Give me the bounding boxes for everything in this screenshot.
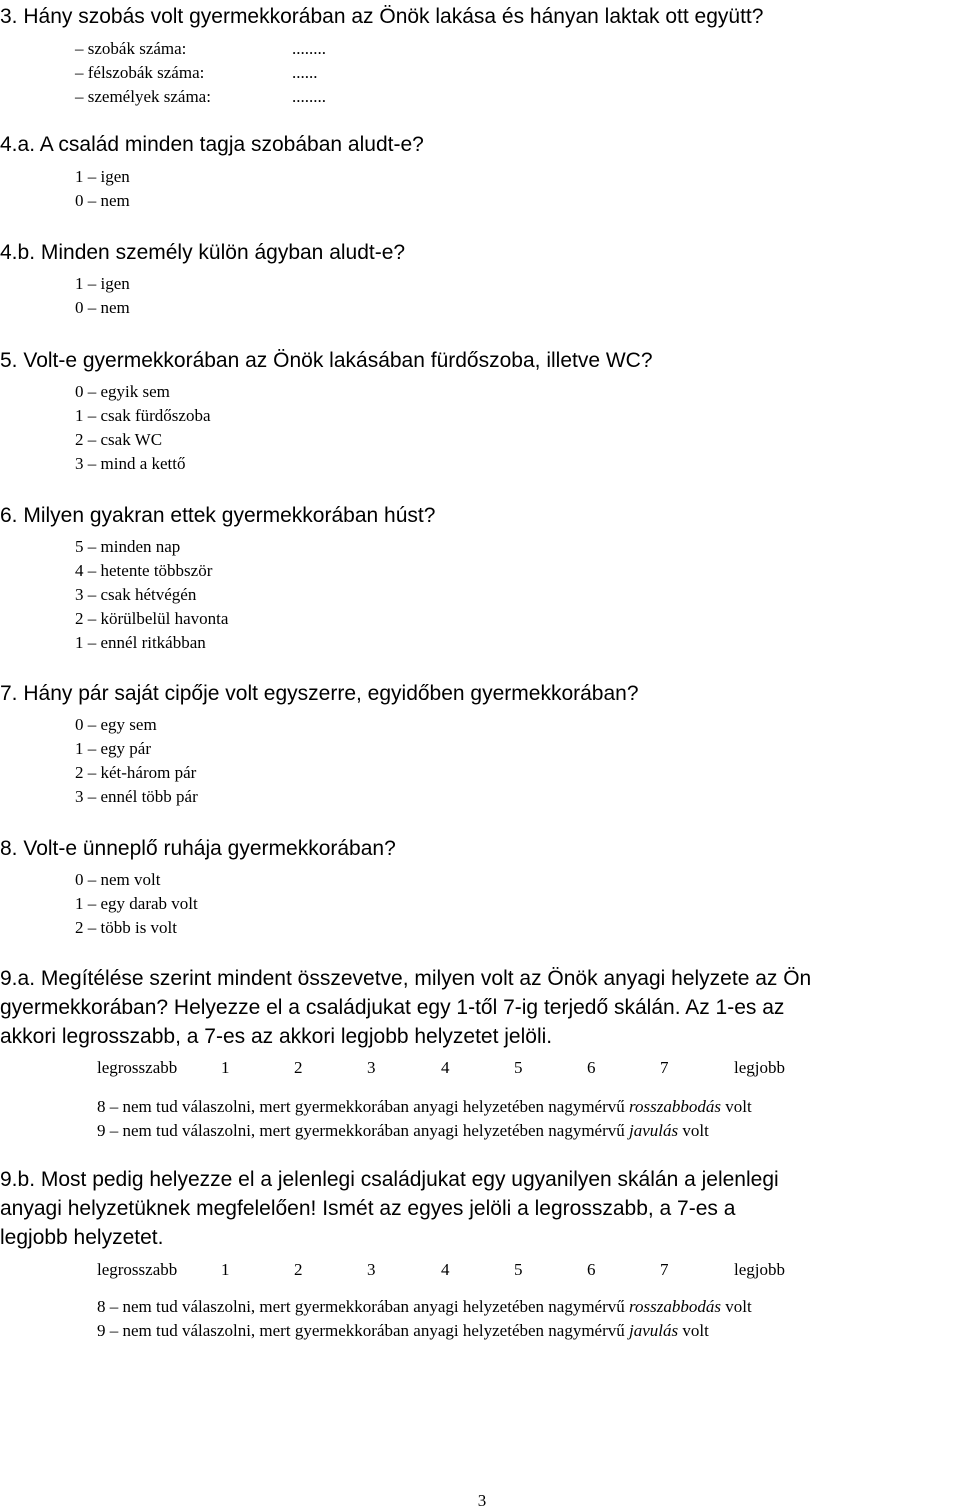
q6-option: 4 – hetente többször bbox=[75, 561, 213, 580]
scale-point[interactable]: 7 bbox=[660, 1260, 669, 1279]
field-half-rooms-dots: ...... bbox=[292, 63, 318, 82]
scale-point[interactable]: 6 bbox=[587, 1260, 596, 1279]
field-rooms-label: – szobák száma: bbox=[75, 39, 187, 58]
field-rooms-dots: ........ bbox=[292, 39, 326, 58]
q8-option: 2 – több is volt bbox=[75, 918, 178, 937]
q7-option: 3 – ennél több pár bbox=[75, 787, 198, 806]
scale-label-best: legjobb bbox=[734, 1260, 785, 1279]
q4a-option: 1 – igen bbox=[75, 167, 130, 186]
scale-label-worst: legrosszabb bbox=[97, 1058, 178, 1077]
field-persons-label: – személyek száma: bbox=[75, 87, 211, 106]
scale-label-best: legjobb bbox=[734, 1058, 785, 1077]
question-9b-title-line: legjobb helyzetet. bbox=[0, 1226, 164, 1249]
question-4b-title: 4.b. Minden személy külön ágyban aludt-e? bbox=[0, 241, 406, 264]
question-9b-title-line: anyagi helyzetüknek megfelelően! Ismét az egyes jelöli a legrosszabb, a 7-es a bbox=[0, 1197, 736, 1220]
q7-option: 0 – egy sem bbox=[75, 715, 157, 734]
note-emphasis: javulás bbox=[629, 1121, 679, 1140]
field-rooms bbox=[75, 38, 326, 60]
note-text: volt bbox=[678, 1321, 709, 1340]
note-text: volt bbox=[678, 1121, 709, 1140]
note-text: volt bbox=[720, 1297, 752, 1316]
scale-point[interactable]: 4 bbox=[441, 1058, 450, 1077]
scale-point[interactable]: 4 bbox=[441, 1260, 450, 1279]
field-persons-dots: ........ bbox=[292, 87, 326, 106]
q9a-note-9 bbox=[97, 1120, 709, 1142]
q5-option: 0 – egyik sem bbox=[75, 382, 170, 401]
question-5-title: 5. Volt-e gyermekkorában az Önök lakásában fürdőszoba, illetve WC? bbox=[0, 349, 653, 372]
q6-option: 5 – minden nap bbox=[75, 537, 181, 556]
q8-option: 0 – nem volt bbox=[75, 870, 161, 889]
scale-point[interactable]: 2 bbox=[294, 1260, 303, 1279]
note-text: 8 – nem tud válaszolni, mert gyermekkorában anyagi helyzetében nagymérvű bbox=[97, 1297, 630, 1316]
q9a-note-8 bbox=[97, 1096, 752, 1118]
q4b-option: 1 – igen bbox=[75, 274, 130, 293]
scale-point[interactable]: 7 bbox=[660, 1058, 669, 1077]
field-half-rooms-label: – félszobák száma: bbox=[75, 63, 205, 82]
scale-label-worst: legrosszabb bbox=[97, 1260, 178, 1279]
scale-point[interactable]: 3 bbox=[367, 1058, 376, 1077]
note-emphasis: rosszabbodás bbox=[629, 1097, 721, 1116]
q4b-option: 0 – nem bbox=[75, 298, 130, 317]
question-3-title: 3. Hány szobás volt gyermekkorában az Önök lakása és hányan laktak ott együtt? bbox=[0, 5, 764, 28]
q6-option: 1 – ennél ritkábban bbox=[75, 633, 206, 652]
note-emphasis: javulás bbox=[629, 1321, 679, 1340]
scale-point[interactable]: 1 bbox=[221, 1260, 230, 1279]
q5-option: 3 – mind a kettő bbox=[75, 454, 186, 473]
field-persons bbox=[75, 86, 326, 108]
question-9a-title-line: akkori legrosszabb, a 7-es az akkori legjobb helyzetet jelöli. bbox=[0, 1025, 553, 1048]
q6-option: 2 – körülbelül havonta bbox=[75, 609, 229, 628]
scale-point[interactable]: 5 bbox=[514, 1260, 523, 1279]
question-9a-title-line: 9.a. Megítélése szerint mindent összevetve, milyen volt az Önök anyagi helyzete az Ön bbox=[0, 967, 812, 990]
q7-option: 2 – két-három pár bbox=[75, 763, 197, 782]
q8-option: 1 – egy darab volt bbox=[75, 894, 198, 913]
page-number: 3 bbox=[477, 1491, 487, 1510]
question-8-title: 8. Volt-e ünneplő ruhája gyermekkorában? bbox=[0, 837, 396, 860]
note-text: 8 – nem tud válaszolni, mert gyermekkorában anyagi helyzetében nagymérvű bbox=[97, 1097, 630, 1116]
q5-option: 2 – csak WC bbox=[75, 430, 163, 449]
q5-option: 1 – csak fürdőszoba bbox=[75, 406, 211, 425]
q9b-note-8 bbox=[97, 1296, 752, 1318]
field-half-rooms bbox=[75, 62, 318, 84]
scale-point[interactable]: 6 bbox=[587, 1058, 596, 1077]
note-text: volt bbox=[720, 1097, 752, 1116]
scale-point[interactable]: 3 bbox=[367, 1260, 376, 1279]
question-4a-title: 4.a. A család minden tagja szobában aludt-e? bbox=[0, 133, 424, 156]
q6-option: 3 – csak hétvégén bbox=[75, 585, 197, 604]
scale-point[interactable]: 2 bbox=[294, 1058, 303, 1077]
scale-point[interactable]: 5 bbox=[514, 1058, 523, 1077]
question-6-title: 6. Milyen gyakran ettek gyermekkorában húst? bbox=[0, 504, 436, 527]
question-9b-title-line: 9.b. Most pedig helyezze el a jelenlegi családjukat egy ugyanilyen skálán a jelenlegi bbox=[0, 1168, 779, 1191]
q9b-note-9 bbox=[97, 1320, 709, 1342]
q7-option: 1 – egy pár bbox=[75, 739, 152, 758]
note-emphasis: rosszabbodás bbox=[629, 1297, 721, 1316]
question-7-title: 7. Hány pár saját cipője volt egyszerre, egyidőben gyermekkorában? bbox=[0, 682, 639, 705]
q4a-option: 0 – nem bbox=[75, 191, 130, 210]
question-9a-title-line: gyermekkorában? Helyezze el a családjukat egy 1-től 7-ig terjedő skálán. Az 1-es az bbox=[0, 996, 785, 1019]
scale-point[interactable]: 1 bbox=[221, 1058, 230, 1077]
note-text: 9 – nem tud válaszolni, mert gyermekkorában anyagi helyzetében nagymérvű bbox=[97, 1321, 630, 1340]
note-text: 9 – nem tud válaszolni, mert gyermekkorában anyagi helyzetében nagymérvű bbox=[97, 1121, 630, 1140]
